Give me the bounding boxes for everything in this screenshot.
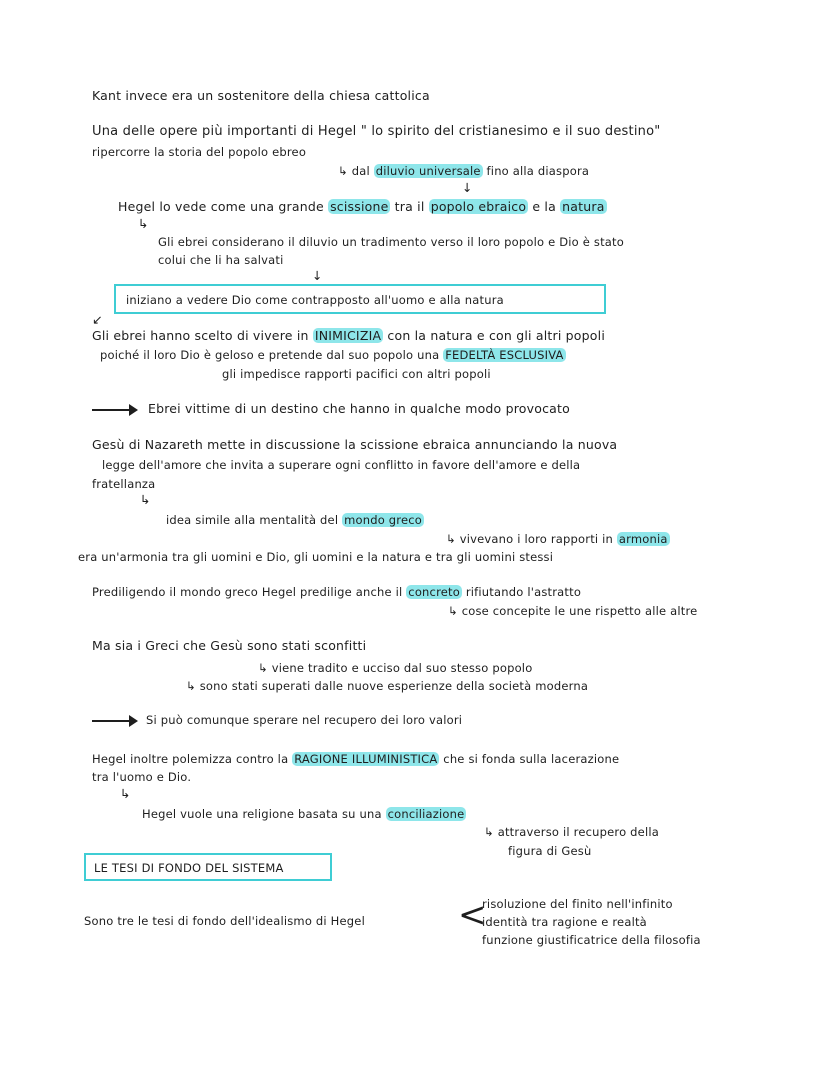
note-line: tra l'uomo e Dio.: [92, 770, 192, 784]
thesis-item: identità tra ragione e realtà: [482, 915, 647, 929]
text: idea simile alla mentalità del: [166, 513, 339, 527]
highlight: natura: [562, 199, 605, 214]
note-line: ↳ sono stati superati dalle nuove esperienze della società moderna: [186, 679, 589, 693]
note-line: era un'armonia tra gli uomini e Dio, gli uomini e la natura e tra gli uomini stessi: [78, 550, 554, 564]
note-line: [338, 163, 589, 179]
text: rifiutando l'astratto: [465, 585, 582, 599]
note-line: Una delle opere più importanti di Hegel " lo spirito del cristianesimo e il suo destino": [92, 124, 661, 139]
note-line: ↳ cose concepite le une rispetto alle altre: [448, 604, 698, 618]
text: Hegel vuole una religione basata su una: [142, 807, 382, 821]
arrow-icon: ↳: [120, 786, 131, 801]
text: Gli ebrei hanno scelto di vivere in: [92, 328, 309, 343]
arrow-icon: ↳: [138, 216, 149, 231]
highlight: conciliazione: [387, 807, 465, 821]
note-line: [92, 751, 619, 767]
note-line: gli impedisce rapporti pacifici con altri popoli: [222, 367, 491, 381]
boxed-text: iniziano a vedere Dio come contrapposto all'uomo e alla natura: [126, 293, 504, 307]
highlight: popolo ebraico: [430, 199, 527, 214]
note-line: figura di Gesù: [508, 844, 592, 858]
note-line: [166, 512, 424, 528]
note-line: [92, 328, 605, 344]
note-line: ripercorre la storia del popolo ebreo: [92, 145, 307, 159]
thesis-item: risoluzione del finito nell'infinito: [482, 897, 673, 911]
note-line: Ma sia i Greci che Gesù sono stati sconfitti: [92, 638, 367, 653]
arrow-icon: [92, 720, 132, 722]
highlight: FEDELTÀ ESCLUSIVA: [445, 348, 564, 362]
section-heading: LE TESI DI FONDO DEL SISTEMA: [94, 861, 284, 875]
text: Hegel lo vede come una grande: [118, 199, 324, 214]
arrow-icon: ↙: [92, 312, 103, 327]
note-line: Gli ebrei considerano il diluvio un tradimento verso il loro popolo e Dio è stato: [158, 235, 624, 249]
text: Hegel inoltre polemizza contro la: [92, 752, 289, 766]
note-line: Sono tre le tesi di fondo dell'idealismo di Hegel: [84, 914, 365, 928]
highlight: RAGIONE ILLUMINISTICA: [294, 752, 438, 766]
note-line: fratellanza: [92, 477, 156, 491]
note-line: [446, 531, 670, 547]
highlight: armonia: [618, 532, 668, 546]
down-arrow-icon: ↓: [462, 180, 473, 195]
arrow-icon: ↳: [140, 492, 151, 507]
text: e la: [532, 199, 556, 214]
note-line: [142, 806, 466, 822]
boxed-note: [114, 284, 606, 314]
highlight: INIMICIZIA: [314, 328, 382, 343]
text: Prediligendo il mondo greco Hegel predilige anche il: [92, 585, 403, 599]
note-line: ↳ attraverso il recupero della: [484, 825, 659, 839]
arrow-icon: [92, 409, 132, 411]
note-line: Gesù di Nazareth mette in discussione la scissione ebraica annunciando la nuova: [92, 437, 618, 452]
text: tra il: [394, 199, 425, 214]
note-line: [100, 347, 566, 363]
highlight: concreto: [408, 585, 460, 599]
highlight: scissione: [330, 199, 389, 214]
text: poiché il loro Dio è geloso e pretende dal suo popolo una: [100, 348, 440, 362]
note-line: Kant invece era un sostenitore della chiesa cattolica: [92, 88, 430, 103]
text: fino alla diaspora: [486, 164, 590, 178]
section-heading-box: [84, 853, 332, 881]
text: dal: [351, 164, 370, 178]
down-arrow-icon: ↓: [312, 268, 323, 283]
brace-icon: <: [458, 895, 487, 935]
note-line: Si può comunque sperare nel recupero dei loro valori: [146, 713, 463, 727]
arrow-icon: ↳: [338, 164, 348, 178]
text: ↳ vivevano i loro rapporti in: [446, 532, 614, 546]
text: che si fonda sulla lacerazione: [443, 752, 620, 766]
note-line: ↳ viene tradito e ucciso dal suo stesso popolo: [258, 661, 533, 675]
text: con la natura e con gli altri popoli: [387, 328, 605, 343]
note-line: Ebrei vittime di un destino che hanno in qualche modo provocato: [148, 401, 570, 416]
note-line: legge dell'amore che invita a superare ogni conflitto in favore dell'amore e della: [102, 458, 581, 472]
note-line: [118, 199, 607, 215]
thesis-item: funzione giustificatrice della filosofia: [482, 933, 701, 947]
note-line: [92, 584, 581, 600]
note-line: colui che li ha salvati: [158, 253, 284, 267]
highlight: mondo greco: [344, 513, 423, 527]
highlight: diluvio universale: [375, 164, 481, 178]
